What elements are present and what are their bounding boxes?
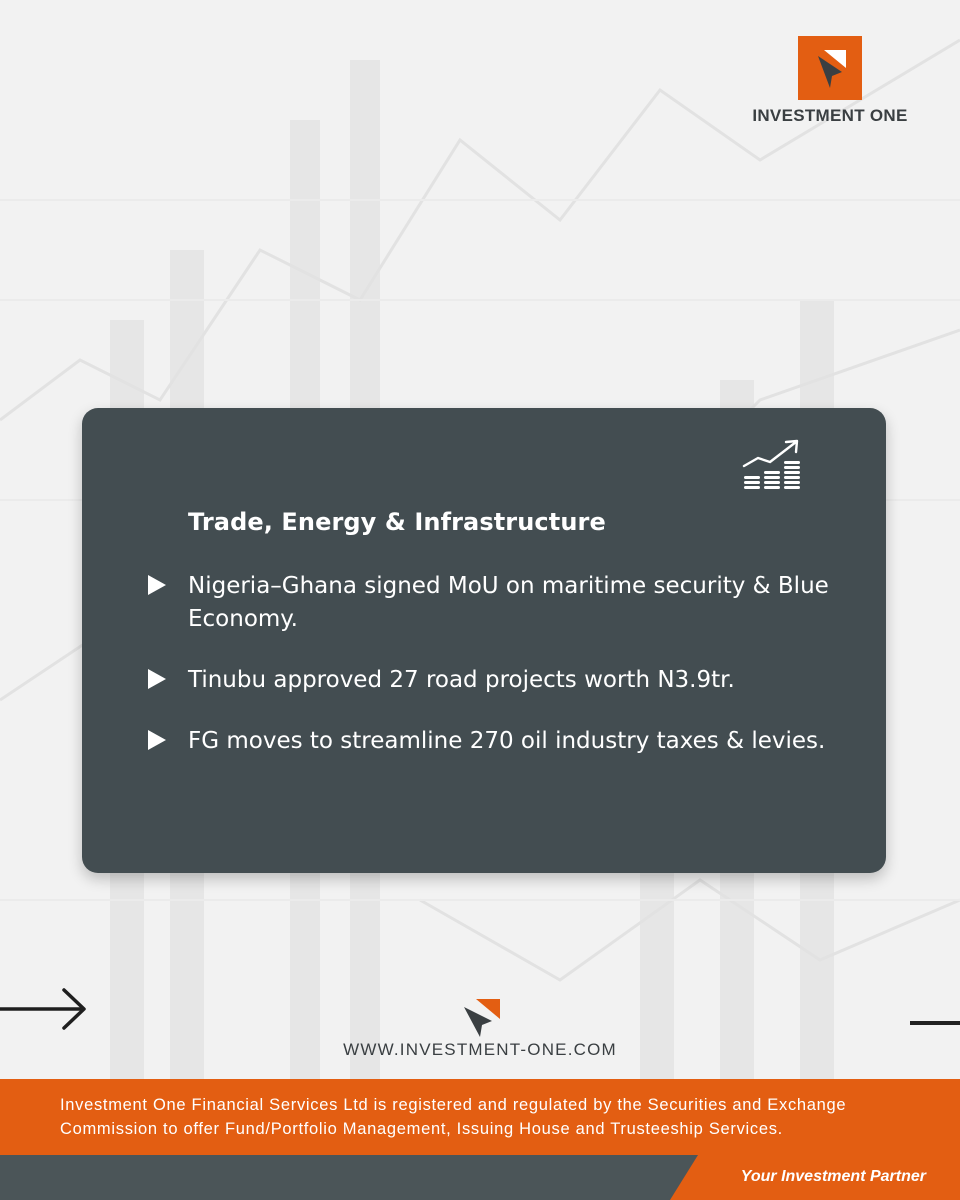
brand-logo [740, 36, 920, 126]
investment-one-logo-icon [798, 36, 862, 100]
play-triangle-icon [148, 575, 166, 595]
news-item [148, 664, 868, 697]
investment-one-mark-icon [462, 997, 502, 1037]
play-triangle-icon [148, 669, 166, 689]
news-list [148, 570, 868, 786]
regulatory-disclaimer: Investment One Financial Services Ltd is registered and regulated by the Securities and Exchange Commission to offer Fund/Portfolio Management, Issuing House and Trusteeship Services. [60, 1096, 847, 1138]
news-item-text: FG moves to streamline 270 oil industry taxes & levies. [188, 728, 826, 754]
decorative-dash [910, 1021, 960, 1025]
disclaimer-band [0, 1079, 960, 1155]
news-card [82, 408, 886, 873]
news-item-text: Tinubu approved 27 road projects worth N3.9tr. [188, 667, 735, 693]
brand-name: INVESTMENT ONE [752, 106, 908, 125]
news-item-text: Nigeria–Ghana signed MoU on maritime security & Blue Economy. [188, 573, 829, 632]
website-url[interactable]: WWW.INVESTMENT-ONE.COM [343, 1040, 617, 1059]
play-triangle-icon [148, 730, 166, 750]
footer-bar [0, 1155, 960, 1200]
news-item [148, 570, 868, 636]
swipe-arrow-icon [0, 986, 90, 1032]
card-title: Trade, Energy & Infrastructure [188, 508, 606, 536]
brand-tagline: Your Investment Partner [740, 1168, 926, 1185]
news-item [148, 725, 868, 758]
growth-coins-icon [740, 436, 804, 498]
